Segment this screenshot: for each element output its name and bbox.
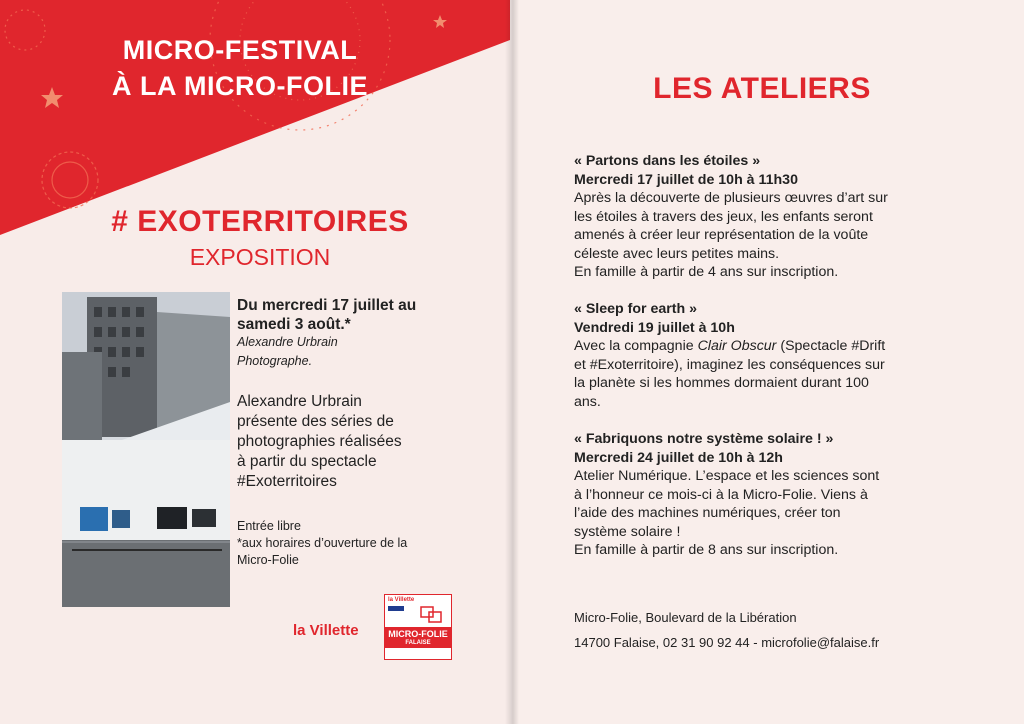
address-line-1: Micro-Folie, Boulevard de la Libération [574,610,797,625]
exhibition-description [237,392,467,492]
exhibition-title: # EXOTERRITOIRES [111,205,409,238]
atelier-line: les étoiles à travers des jeux, les enfants seront [574,208,873,225]
la-villette-logo-text: la Villette [293,622,359,639]
atelier-2 [574,300,974,411]
artist-credit [237,333,467,371]
atelier-date: Mercredi 24 juillet de 10h à 12h [574,449,783,466]
atelier-line: à l’honneur ce mois-ci à la Micro-Folie. Viens à [574,486,868,503]
entry-info [237,518,477,569]
description-line: photographies réalisées [237,433,402,450]
micro-folie-cube-icon [385,603,449,627]
banner-line-2: À LA MICRO-FOLIE [112,71,368,101]
atelier-line: système solaire ! [574,523,681,540]
atelier-line [574,337,974,356]
ateliers-title: LES ATELIERS [653,72,871,105]
dates-line-2: samedi 3 août.* [237,316,351,333]
micro-folie-logo-top: la Villette [388,597,415,603]
book-spine [505,0,519,724]
atelier-line: la planète si les hommes dormaient durant 100 [574,375,869,391]
description-line: #Exoterritoires [237,473,337,490]
description-line: présente des séries de [237,413,394,430]
atelier-line: En famille à partir de 8 ans sur inscription. [574,542,839,558]
address-line-2: 14700 Falaise, 02 31 90 92 44 - microfolie@falaise.fr [574,635,880,650]
atelier-line: Après la découverte de plusieurs œuvres d’art sur [574,190,888,206]
micro-folie-logo-city: FALAISE [385,640,451,648]
atelier-date: Mercredi 17 juillet de 10h à 11h30 [574,171,798,188]
micro-folie-logo [384,594,452,660]
atelier-1 [574,152,974,282]
entry-line-3: Micro-Folie [237,553,299,567]
atelier-title: « Sleep for earth » [574,301,698,317]
atelier-line: amenés à créer leur représentation de la voûte [574,227,869,243]
atelier-line: En famille à partir de 4 ans sur inscription. [574,264,839,280]
atelier-line: et #Exoterritoire), imaginez les conséquences sur [574,356,885,373]
micro-folie-logo-name: MICRO-FOLIE [385,627,451,640]
la-villette-logo [293,622,383,652]
entry-line-1: Entrée libre [237,519,301,533]
atelier-line: ans. [574,393,601,410]
atelier-3 [574,430,974,560]
description-line: Alexandre Urbrain [237,393,362,410]
exhibition-dates [237,296,467,334]
company-name: Clair Obscur [697,338,777,354]
atelier-text: (Spectacle #Drift [776,338,886,354]
artist-role: Photographe. [237,354,313,368]
atelier-title: « Fabriquons notre système solaire ! » [574,431,834,447]
banner-line-1: MICRO-FESTIVAL [122,35,358,65]
atelier-line: céleste avec leurs petites mains. [574,245,780,262]
banner-title [40,32,440,104]
atelier-text: Avec la compagnie [574,338,698,354]
dates-line-1: Du mercredi 17 juillet au [237,297,417,314]
artist-name: Alexandre Urbrain [237,335,338,349]
left-page [0,0,510,724]
atelier-date: Vendredi 19 juillet à 10h [574,319,735,336]
entry-line-2: *aux horaires d’ouverture de la [237,536,408,550]
exhibition-photo [62,292,230,607]
exhibition-subtitle: EXPOSITION [189,244,331,270]
description-line: à partir du spectacle [237,453,377,470]
atelier-line: l’aide des machines numériques, créer ton [574,505,841,521]
atelier-line: Atelier Numérique. L’espace et les sciences sont [574,468,880,484]
atelier-title: « Partons dans les étoiles » [574,153,761,169]
